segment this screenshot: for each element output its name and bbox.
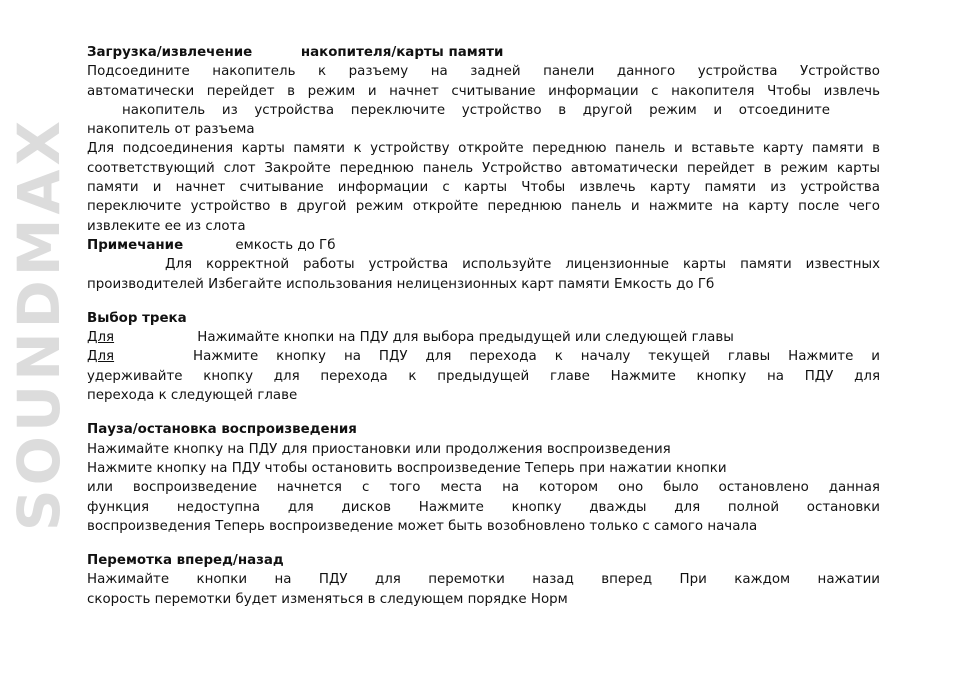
- section-title: Выбор трека: [87, 310, 187, 326]
- text-line: извлеките ее из слота: [87, 218, 246, 234]
- section-title: Перемотка вперед/назад: [87, 553, 284, 569]
- text-line: перехода к следующей главе: [87, 388, 298, 404]
- text-line: удерживайте кнопку для перехода к предыдущей главе Нажмите кнопку на ПДУ для: [87, 368, 880, 384]
- text-line: Для корректной работы устройства используйте лицензионные карты памяти известных: [165, 257, 880, 273]
- section-pause-stop: [87, 420, 880, 536]
- title-part: накопителя/карты памяти: [300, 45, 504, 60]
- section-rewind: [87, 551, 880, 609]
- text-line: Для подсоединения карты памяти к устройству откройте переднюю панель и вставьте карту памяти в: [87, 141, 880, 157]
- section-title: [87, 43, 880, 62]
- text-line: Подсоедините накопитель к разъему на задней панели данного устройства Устройство: [87, 64, 880, 80]
- text-line: или воспроизведение начнется с того места на котором оно было остановлено данная: [87, 480, 880, 496]
- text-line: скорость перемотки будет изменяться в следующем порядке Норм: [87, 591, 568, 607]
- text-span: Нажимайте кнопки на ПДУ для выбора предыдущей или следующей главы: [197, 330, 734, 346]
- brand-logo: SOUNDMAX: [5, 116, 73, 532]
- text-line: памяти и начнет считывание информации с карты Чтобы извлечь карту памяти из устройства: [87, 180, 880, 196]
- note-text: емкость до Гб: [235, 237, 336, 253]
- text-line: воспроизведения Теперь воспроизведение может быть возобновлено только с самого начала: [87, 518, 758, 534]
- manual-page: [87, 43, 880, 609]
- section-storage: [87, 43, 880, 294]
- text-line: переключите устройство в другой режим откройте переднюю панель и нажмите на карту после чего: [87, 199, 880, 215]
- disc-type-label: Для: [87, 330, 115, 346]
- text-span: Нажмите кнопку на ПДУ для перехода к началу текущей главы Нажмите и: [193, 349, 880, 365]
- text-line: автоматически перейдет в режим и начнет считывание информации с накопителя Чтобы извлечь: [87, 83, 880, 99]
- text-line: [87, 328, 880, 347]
- text-line: Нажмите кнопку на ПДУ чтобы остановить воспроизведение Теперь при нажатии кнопки: [87, 460, 727, 476]
- text-line: производителей Избегайте использования нелицензионных карт памяти Емкость до Гб: [87, 276, 715, 292]
- text-line: накопитель от разъема: [87, 122, 255, 138]
- title-part: Загрузка/извлечение: [87, 45, 253, 60]
- text-line: [87, 347, 880, 366]
- text-line: функция недоступна для дисков Нажмите кнопку дважды для полной остановки: [87, 499, 880, 515]
- section-track-select: [87, 309, 880, 405]
- text-line: накопитель из устройства переключите устройство в другой режим и отсоедините: [122, 102, 830, 118]
- note-line: [87, 236, 880, 255]
- text-line: Нажимайте кнопку на ПДУ для приостановки или продолжения воспроизведения: [87, 441, 671, 457]
- text-line: соответствующий слот Закройте переднюю панель Устройство автоматически перейдет в режим карты: [87, 160, 880, 176]
- section-title: Пауза/остановка воспроизведения: [87, 422, 357, 438]
- note-label: Примечание: [87, 237, 184, 253]
- disc-type-label: Для: [87, 349, 115, 365]
- text-line: Нажимайте кнопки на ПДУ для перемотки назад вперед При каждом нажатии: [87, 572, 880, 588]
